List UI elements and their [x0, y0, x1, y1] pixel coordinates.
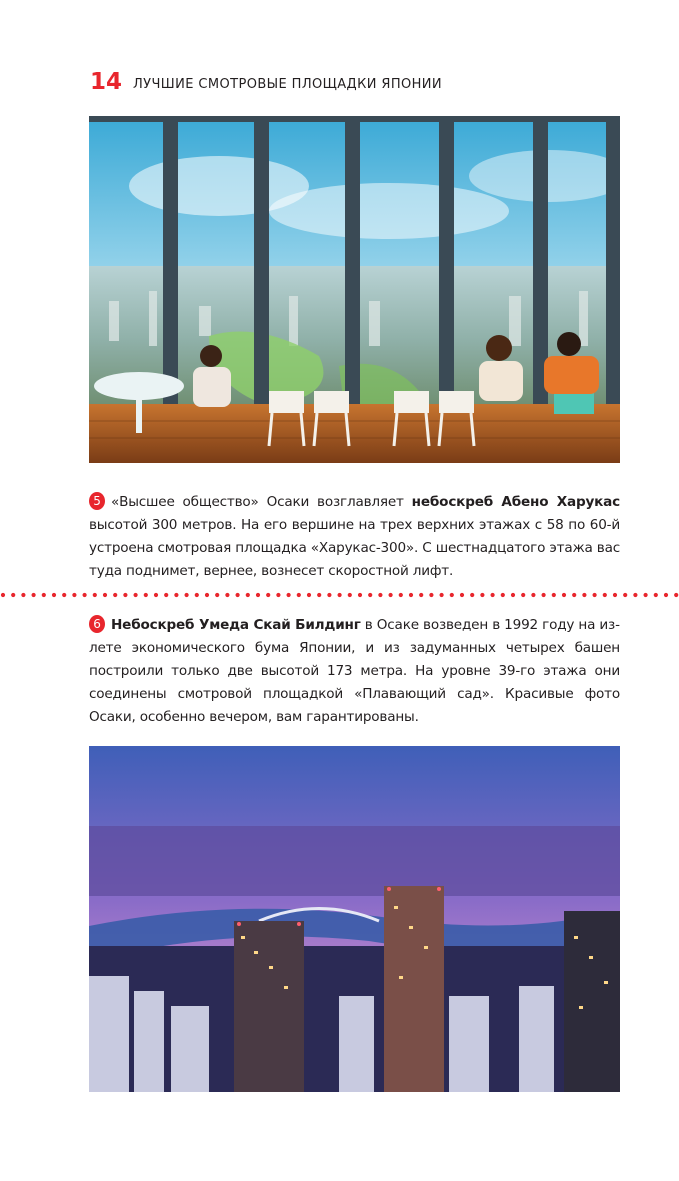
divider-dot: [409, 593, 413, 597]
entry-text: в Осаке возведен в 1992 году на излете экономического бума Японии, и из задуманных четырех башен построили только две высотой 173 метра. На уровне 39-го этажа они соединены смотровой площадкой «Плавающий сад». Красивые фото Осаки, особенно вечером, вам гарантированы.: [89, 617, 620, 725]
divider-dot: [552, 593, 556, 597]
divider-dot: [521, 593, 525, 597]
divider-dot: [633, 593, 637, 597]
divider-dot: [491, 593, 495, 597]
divider-dot: [42, 593, 46, 597]
divider-dot: [542, 593, 546, 597]
divider-dot: [185, 593, 189, 597]
entry-number-badge: 6: [89, 615, 105, 633]
running-title: ЛУЧШИЕ СМОТРОВЫЕ ПЛОЩАДКИ ЯПОНИИ: [133, 77, 443, 92]
divider-dot: [531, 593, 535, 597]
divider-dot: [399, 593, 403, 597]
divider-dot: [52, 593, 56, 597]
osaka-night-illustration: [89, 746, 620, 1092]
divider-dot: [144, 593, 148, 597]
divider-dot: [154, 593, 158, 597]
divider-dot: [419, 593, 423, 597]
divider-dot: [195, 593, 199, 597]
divider-dot: [501, 593, 505, 597]
divider-dot: [1, 593, 5, 597]
divider-dot: [429, 593, 433, 597]
divider-dot: [450, 593, 454, 597]
divider-dot: [562, 593, 566, 597]
entry-highlight: Небоскреб Умеда Скай Билдинг: [111, 617, 361, 633]
divider-dot: [644, 593, 648, 597]
divider-dot: [123, 593, 127, 597]
divider-dot: [440, 593, 444, 597]
divider-dot: [297, 593, 301, 597]
entry-highlight: небоскреб Абено Харукас: [411, 494, 620, 510]
divider-dot: [317, 593, 321, 597]
divider-dot: [613, 593, 617, 597]
divider-dot: [21, 593, 25, 597]
divider-dot: [654, 593, 658, 597]
divider-dot: [246, 593, 250, 597]
divider-dot: [256, 593, 260, 597]
divider-dot: [572, 593, 576, 597]
divider-dot: [287, 593, 291, 597]
divider-dot: [93, 593, 97, 597]
divider-dot: [623, 593, 627, 597]
divider-dot: [348, 593, 352, 597]
dotted-divider: [0, 591, 679, 599]
divider-dot: [236, 593, 240, 597]
divider-dot: [389, 593, 393, 597]
divider-dot: [103, 593, 107, 597]
divider-dot: [358, 593, 362, 597]
observation-deck-photo: [89, 116, 620, 463]
divider-dot: [266, 593, 270, 597]
divider-dot: [327, 593, 331, 597]
divider-dot: [470, 593, 474, 597]
divider-dot: [593, 593, 597, 597]
divider-dot: [276, 593, 280, 597]
entry-text: «Высшее общество» Осаки возглавляет: [111, 494, 412, 510]
entry-number-badge: 5: [89, 492, 105, 510]
divider-dot: [674, 593, 678, 597]
entry-5: [89, 491, 620, 583]
osaka-night-photo: [89, 746, 620, 1092]
divider-dot: [511, 593, 515, 597]
divider-dot: [31, 593, 35, 597]
divider-dot: [113, 593, 117, 597]
divider-dot: [62, 593, 66, 597]
divider-dot: [603, 593, 607, 597]
divider-dot: [72, 593, 76, 597]
divider-dot: [11, 593, 15, 597]
entry-6: [89, 614, 620, 729]
entry-text: высотой 300 метров. На его вершине на трех верхних этажах с 58 по 60-й устроена смотровая площадка «Харукас-300». С шестнадцатого этажа вас туда поднимет, вернее, вознесет скоростной лифт.: [89, 517, 620, 579]
divider-dot: [83, 593, 87, 597]
divider-dot: [134, 593, 138, 597]
divider-dot: [378, 593, 382, 597]
divider-dot: [480, 593, 484, 597]
divider-dot: [215, 593, 219, 597]
divider-dot: [164, 593, 168, 597]
divider-dot: [460, 593, 464, 597]
divider-dot: [174, 593, 178, 597]
divider-dot: [338, 593, 342, 597]
observation-deck-illustration: [89, 116, 620, 463]
divider-dot: [582, 593, 586, 597]
divider-dot: [307, 593, 311, 597]
divider-dot: [368, 593, 372, 597]
page-number: 14: [90, 69, 123, 95]
divider-dot: [205, 593, 209, 597]
divider-dot: [664, 593, 668, 597]
divider-dot: [225, 593, 229, 597]
